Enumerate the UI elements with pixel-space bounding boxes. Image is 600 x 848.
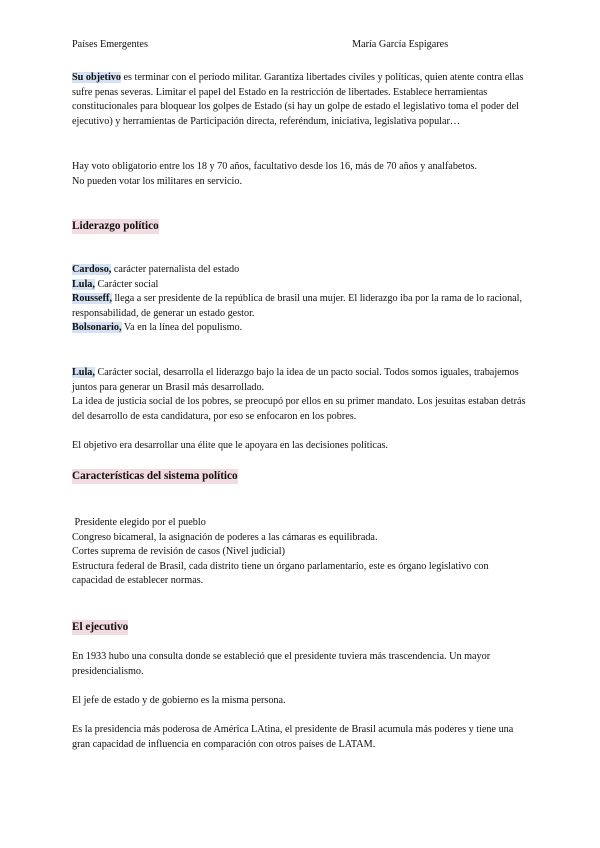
characteristics-list bbox=[72, 516, 528, 589]
characteristic-item: Congreso bicameral, la asignación de poderes a las cámaras es equilibrada. bbox=[72, 531, 378, 543]
header-author-name: María García Espigares bbox=[352, 39, 449, 50]
lula-text: Carácter social, desarrolla el liderazgo bajo la idea de un pacto social. Todos somos iguales, trabajemos juntos para generar un Brasil más desarrollado. bbox=[72, 367, 519, 393]
vote-paragraph bbox=[72, 160, 528, 189]
vote-line-2: No pueden votar los militares en servicio. bbox=[72, 175, 243, 187]
leader-item-bolsonario bbox=[72, 321, 528, 336]
leader-item-cardoso bbox=[72, 263, 528, 278]
leader-item-lula bbox=[72, 278, 528, 293]
heading-ejecutivo: El ejecutivo bbox=[72, 621, 129, 633]
vote-line-1: Hay voto obligatorio entre los 18 y 70 años, facultativo desde los 16, más de 70 años y analfabetos. bbox=[72, 161, 477, 172]
ejecutivo-paragraph-3: Es la presidencia más poderosa de América LAtina, el presidente de Brasil acumula más poderes y tiene una gran capacidad de influencia en comparación con otros países de LATAM. bbox=[72, 724, 514, 750]
ejecutivo-paragraph-2: El jefe de estado y de gobierno es la misma persona. bbox=[72, 695, 286, 706]
leader-desc: Carácter social bbox=[94, 278, 159, 290]
heading-caracteristicas: Características del sistema político bbox=[72, 470, 238, 482]
intro-paragraph bbox=[72, 71, 528, 129]
leader-desc: Va en la línea del populismo. bbox=[121, 322, 243, 334]
lula-bold-lead: Lula, bbox=[72, 367, 95, 378]
intro-text: es terminar con el periodo militar. Garantiza libertades civiles y políticas, quien atente contra ellas sufre penas severas. Limitar el papel del Estado en la restricción de libertades. Establece herramientas constitucionales para bloquear los golpes de Estado (si hay un golpe de estado el legislativo toma el poder del ejecutivo) y herramientas de Participación directa, referéndum, iniciativa, legislativa popular… bbox=[72, 72, 524, 127]
leaders-list bbox=[72, 263, 528, 336]
ejecutivo-paragraph-1: En 1933 hubo una consulta donde se estableció que el presidente tuviera más trascendencia. Un mayor presidencialismo. bbox=[72, 651, 491, 677]
leader-name: Lula, bbox=[72, 278, 95, 290]
lula-justice-paragraph: La idea de justicia social de los pobres, se preocupó por ellos en su primer mandato. Los jesuitas estaban detrás del desarrollo de esta candidatura, por eso se enfocaron en los pobres. bbox=[72, 396, 526, 422]
characteristic-item: Cortes suprema de revisión de casos (Nivel judicial) bbox=[72, 546, 286, 558]
characteristic-item: Presidente elegido por el pueblo bbox=[72, 517, 206, 528]
lula-elite-paragraph: El objetivo era desarrollar una élite que le apoyara en las decisiones políticas. bbox=[72, 440, 388, 451]
header-course-title: Países Emergentes bbox=[72, 39, 148, 50]
characteristic-item: Estructura federal de Brasil, cada distrito tiene un órgano parlamentario, este es órgano legislativo con capacidad de establecer normas. bbox=[72, 560, 489, 587]
leader-desc: carácter paternalista del estado bbox=[111, 264, 240, 275]
intro-bold-lead: Su objetivo bbox=[72, 72, 121, 83]
leader-name: Rousseff, bbox=[72, 293, 112, 305]
heading-liderazgo: Liderazgo político bbox=[72, 220, 159, 232]
leader-item-rousseff bbox=[72, 292, 528, 321]
leader-desc: llega a ser presidente de la república de brasil una mujer. El liderazgo iba por la rama de lo racional, responsabilidad, de generar un estado gestor. bbox=[72, 293, 523, 319]
leader-name: Cardoso, bbox=[72, 264, 112, 275]
leader-name: Bolsonario, bbox=[72, 322, 122, 334]
lula-paragraph bbox=[72, 366, 528, 395]
